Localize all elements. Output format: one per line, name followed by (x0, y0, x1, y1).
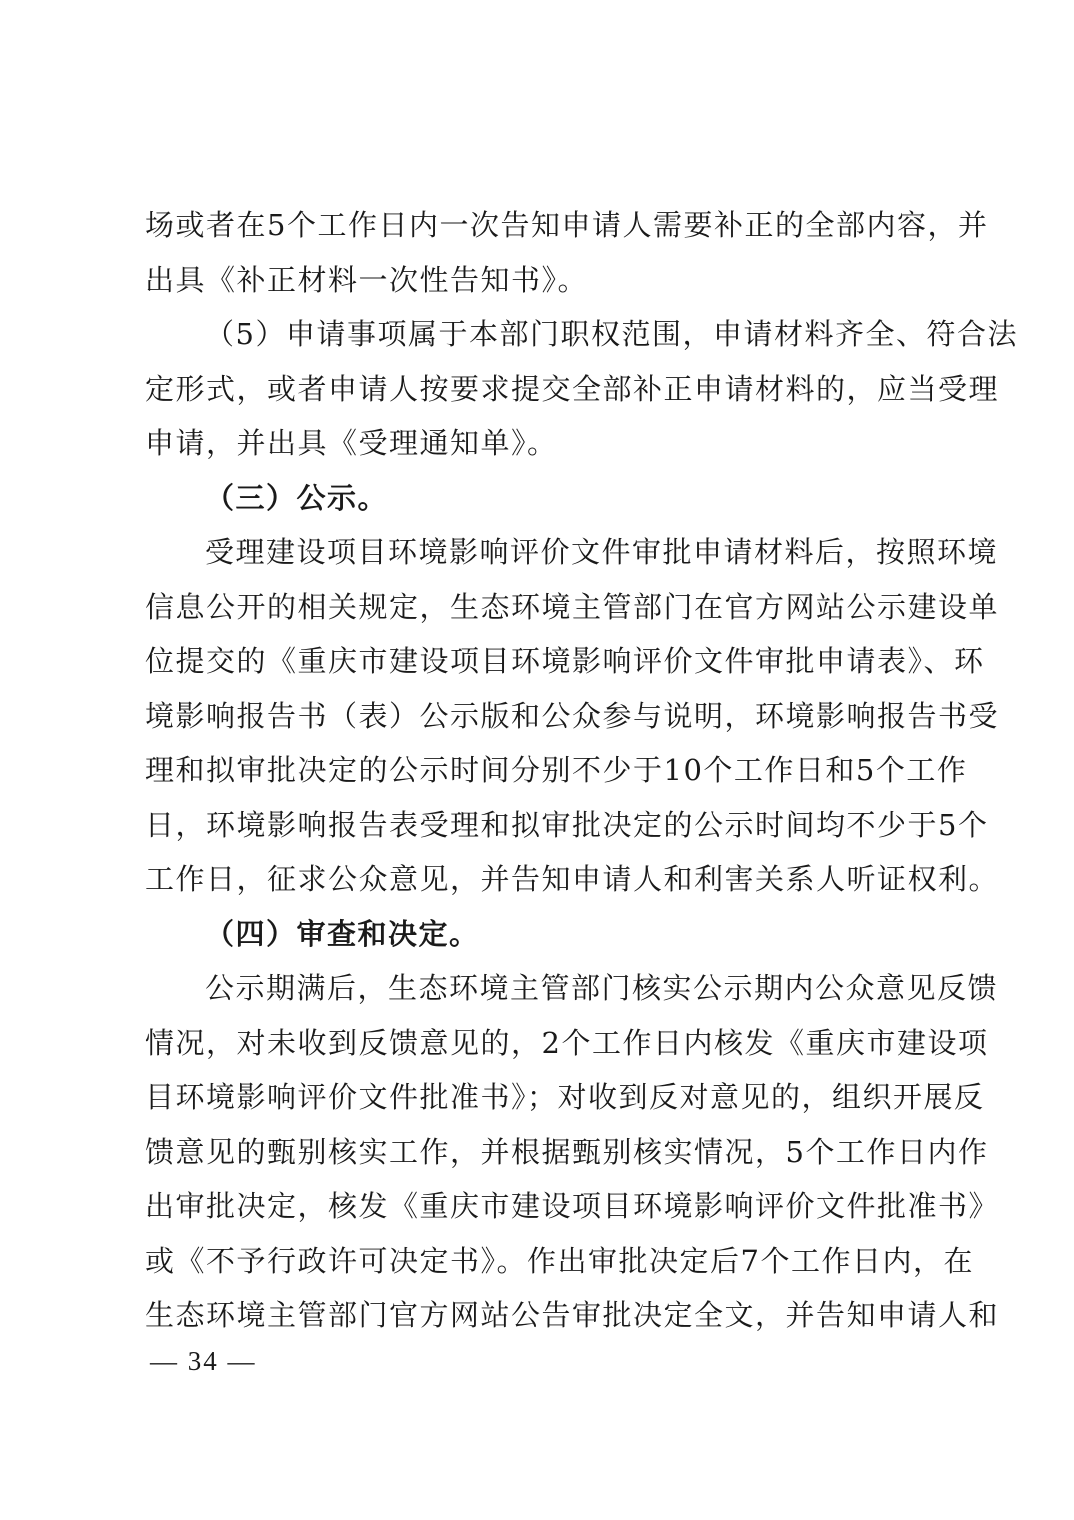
text-line: 或《不予行政许可决定书》。作出审批决定后7个工作日内，在 (145, 1243, 974, 1278)
text-line: 目环境影响评价文件批准书》；对收到反对意见的，组织开展反 (145, 1080, 985, 1114)
section-heading: （四）审查和决定。 (205, 916, 480, 951)
text-line: 受理建设项目环境影响评价文件审批申请材料后，按照环境 (205, 535, 999, 569)
text-line: 公示期满后，生态环境主管部门核实公示期内公众意见反馈 (205, 971, 999, 1005)
text-line: 出具《补正材料一次性告知书》。 (145, 262, 589, 297)
text-line: 日，环境影响报告表受理和拟审批决定的公示时间均不少于5个 (145, 807, 989, 842)
text-line: 境影响报告书（表）公示版和公众参与说明，环境影响报告书受 (145, 698, 1000, 733)
text-line: 生态环境主管部门官方网站公告审批决定全文，并告知申请人和 (145, 1298, 1000, 1332)
text-line: 理和拟审批决定的公示时间分别不少于10个工作日和5个工作 (145, 753, 968, 787)
section-heading: （三）公示。 (205, 480, 389, 515)
text-line: 情况，对未收到反馈意见的，2个工作日内核发《重庆市建设项 (145, 1025, 989, 1060)
document-body (145, 198, 1018, 1343)
text-line: 定形式，或者申请人按要求提交全部补正申请材料的，应当受理 (145, 371, 1000, 406)
text-line: 场或者在5个工作日内一次告知申请人需要补正的全部内容，并 (145, 208, 989, 242)
text-line: 馈意见的甄别核实工作，并根据甄别核实情况，5个工作日内作 (145, 1134, 989, 1169)
text-line: 出审批决定，核发《重庆市建设项目环境影响评价文件批准书》 (145, 1189, 1000, 1223)
text-line: 位提交的《重庆市建设项目环境影响评价文件审批申请表》、环 (145, 644, 985, 678)
text-line: 信息公开的相关规定，生态环境主管部门在官方网站公示建设单 (145, 589, 1000, 624)
text-line: 申请，并出具《受理通知单》。 (145, 426, 558, 460)
page-number: — 34 — (150, 1346, 257, 1376)
text-line: （5）申请事项属于本部门职权范围，申请材料齐全、符合法 (205, 317, 1018, 351)
text-line: 工作日，征求公众意见，并告知申请人和利害关系人听证权利。 (145, 862, 1000, 896)
